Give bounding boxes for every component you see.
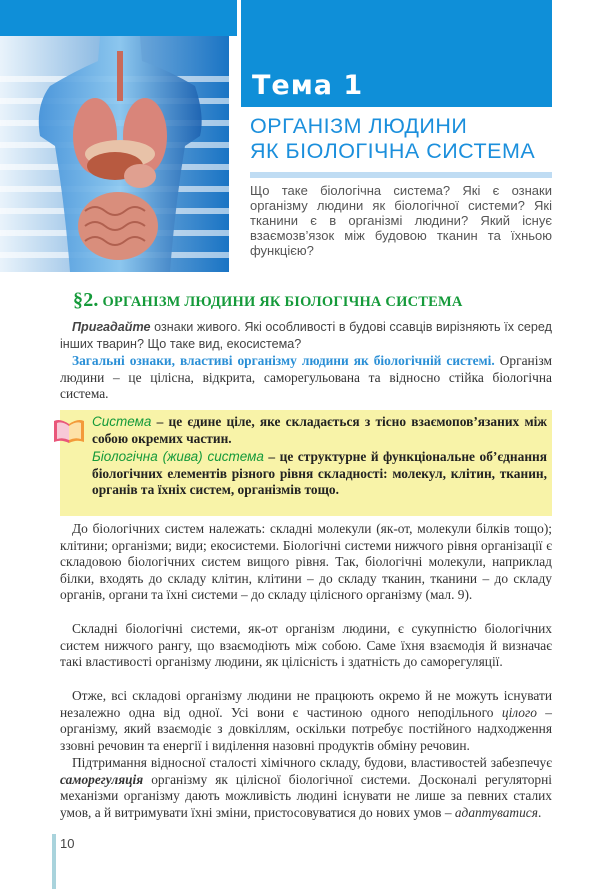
section-heading xyxy=(73,289,463,312)
definition-text: – це структурне й функціональне об’єднання біологічних елементів різного рівня складності: молекул, клітин, тканин, органів та їхніх систем, організмів тощо. xyxy=(92,449,547,498)
definition-term: Біологічна (жива) система xyxy=(92,449,264,464)
theme-label: Тема 1 xyxy=(252,70,364,101)
key-term: саморегуляція xyxy=(60,771,144,787)
emphasis: цілого xyxy=(501,704,537,720)
topic-title-line1: ОРГАНІЗМ ЛЮДИНИ xyxy=(250,114,468,138)
intro-text: Організм людини – це цілісна, відкрита, саморегульована та відносно стійка біологічна система. xyxy=(60,353,552,402)
text: організму як цілісної біологічної системи. Досконалі регуляторні механізми організму дають можливість людині існувати не лише за певних сталих умов, а й витримувати їхні зміни, пристосовуватися до нових умов – xyxy=(60,771,552,820)
topic-questions: Що таке біологічна система? Які є ознаки організму людини як біологічної системи? Які тканини є в організмі людини? Який існує взаємозв’язок між будовою тканин та їхньою функцією? xyxy=(250,183,552,258)
recall-text: ознаки живого. Які особливості в будові ссавців вирізняють їх серед інших тварин? Що таке вид, екосистема? xyxy=(60,320,552,351)
definition-term: Система xyxy=(92,414,152,429)
recall-lead: Пригадайте xyxy=(72,320,151,334)
definition-box xyxy=(60,410,552,516)
page-margin-bar xyxy=(52,834,56,889)
definition-text: – це єдине ціле, яке складається з тісно взаємопов’язаних між собою окремих частин. xyxy=(92,414,547,446)
text: Підтримання відносної сталості хімічного складу, будови, властивостей забезпечує xyxy=(72,755,552,770)
emphasis: адаптуватися xyxy=(454,804,538,820)
intro-paragraph xyxy=(60,353,552,403)
recall-paragraph xyxy=(60,319,552,352)
page-number: 10 xyxy=(60,836,75,851)
body-paragraph-2: Складні біологічні системи, як-от організм людини, є сукупністю біологічних систем нижчого рангу, що взаємодіють між собою. Саме їхня взаємодія й визначає такі властивості організму людини, як цілісність і здатність до саморегуляції. xyxy=(60,621,552,670)
body-paragraph-4 xyxy=(60,755,552,821)
body-paragraph-1: До біологічних систем належать: складні молекули (як-от, молекули білків тощо); клітини; організми; види; екосистеми. Біологічні системи нижчого рівня організації є складовою біологічних систем вищого рівня. Так, біологічні молекули, наприклад білки, входять до складу клітин, клітини – до складу тканин, тканини – до складу органів, органи та їхні системи – до складу цілісного організму (мал. 9). xyxy=(60,521,552,603)
body-paragraph-3 xyxy=(60,688,552,754)
intro-heading: Загальні ознаки, властиві організму людини як біологічній системі. xyxy=(72,353,495,368)
definition-system xyxy=(92,414,547,447)
human-anatomy-illustration xyxy=(0,36,229,272)
book-icon xyxy=(52,418,86,444)
text: . xyxy=(537,804,542,820)
topic-title xyxy=(250,114,535,164)
top-color-band xyxy=(0,0,237,36)
topic-title-line2: ЯК БІОЛОГІЧНА СИСТЕМА xyxy=(250,139,536,163)
section-number: §2. xyxy=(73,289,99,311)
section-title: ОРГАНІЗМ ЛЮДИНИ ЯК БІОЛОГІЧНА СИСТЕМА xyxy=(102,294,463,310)
definition-biological-system xyxy=(92,449,547,499)
divider-bar xyxy=(250,172,552,178)
text: Отже, всі складові організму людини не працюють окремо й не можуть існувати незалежно одна від одної. Усі вони є частиною одного неподільного xyxy=(60,688,552,720)
text: – організму, який взаємодіє з довкіллям, оскільки потребує постійного надходження ззовні речовин та енергії і виділення назовні продуктів обміну речовин. xyxy=(60,704,553,753)
